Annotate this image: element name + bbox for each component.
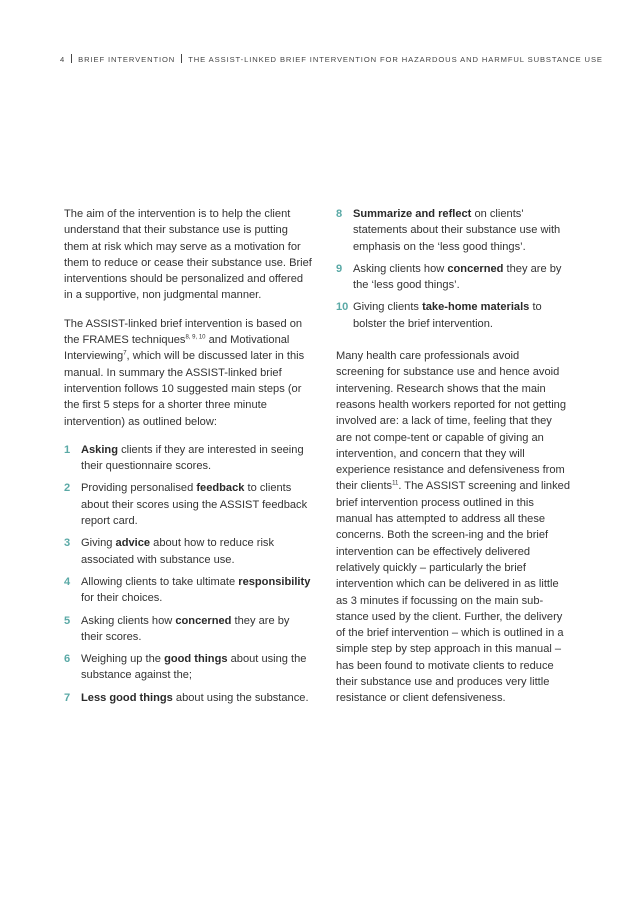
step-number: 1 bbox=[64, 443, 71, 456]
step-item bbox=[64, 480, 314, 529]
step-item bbox=[64, 535, 314, 568]
citation-superscript: 11 bbox=[392, 480, 399, 487]
step-item bbox=[64, 442, 314, 475]
step-keyword: good things bbox=[164, 653, 228, 666]
barriers-paragraph bbox=[336, 348, 570, 707]
step-item bbox=[64, 613, 314, 646]
citation-superscript: 8, 9, 10 bbox=[185, 334, 206, 341]
step-keyword: concerned bbox=[175, 614, 232, 627]
step-keyword: concerned bbox=[447, 262, 504, 275]
step-number: 4 bbox=[64, 575, 71, 588]
step-item bbox=[64, 690, 314, 706]
page-number: 4 bbox=[60, 55, 66, 64]
running-header bbox=[60, 54, 603, 64]
step-item bbox=[336, 206, 570, 255]
step-keyword: advice bbox=[115, 537, 151, 550]
step-text: Giving bbox=[81, 537, 116, 550]
left-column bbox=[64, 206, 314, 712]
step-text: on clients' statements about their substance use with emphasis on the ‘less good things’. bbox=[353, 208, 561, 253]
header-title: THE ASSIST-LINKED BRIEF INTERVENTION FOR HAZARDOUS AND HARMFUL SUBSTANCE USE bbox=[188, 55, 603, 64]
frames-text: , which will be discussed later in this manual. In summary the ASSIST-linked brief intervention follows 10 suggested main steps (or the first 5 steps for a shorter three minute intervention) as outlined below: bbox=[64, 350, 305, 428]
steps-list-part2 bbox=[336, 206, 570, 332]
barriers-text: . The ASSIST screening and linked brief intervention process outlined in this manual has attempted to address all these concerns. Both the screen-ing and the brief intervention can be effectively delivered relatively quickly – particularly the brief intervention which can be delivered in as little as 3 minutes if focussing on the main sub-stance used by the client. Further, the delivery of the brief intervention – which is outlined in a simple step by step approach in this manual – has been found to motivate clients to reduce their substance use and produces very little resistance or client defensiveness. bbox=[336, 480, 570, 705]
step-number: 3 bbox=[64, 537, 71, 550]
step-text: Allowing clients to take ultimate bbox=[81, 575, 239, 588]
step-number: 9 bbox=[336, 262, 343, 275]
step-number: 2 bbox=[64, 482, 71, 495]
step-text: about using the substance. bbox=[172, 691, 309, 704]
steps-list-part1 bbox=[64, 442, 314, 706]
right-column bbox=[336, 206, 570, 719]
header-divider bbox=[181, 54, 182, 63]
step-text: Asking clients how bbox=[81, 614, 176, 627]
step-text: they are by their scores. bbox=[81, 614, 290, 643]
step-keyword: Summarize and reflect bbox=[353, 208, 472, 220]
step-keyword: Asking bbox=[81, 443, 118, 456]
header-divider bbox=[71, 54, 72, 63]
step-text: about using the substance against the; bbox=[81, 653, 307, 682]
step-keyword: take-home materials bbox=[422, 301, 530, 314]
step-number: 6 bbox=[64, 653, 71, 666]
header-section: BRIEF INTERVENTION bbox=[78, 55, 176, 64]
step-text: clients if they are interested in seeing their questionnaire scores. bbox=[81, 443, 304, 473]
barriers-text: Many health care professionals avoid screening for substance use and hence avoid intervening. Research shows that the main reasons health workers reported for not getting involved are: a lack of time, feeling that they are not compe-tent or capable of giving an intervention, and concern that they will experience resistance and defensiveness from their clients bbox=[336, 350, 567, 493]
step-text: about how to reduce risk associated with substance use. bbox=[81, 537, 275, 566]
frames-text: and Motivational Interviewing bbox=[64, 334, 290, 363]
step-text: Weighing up the bbox=[81, 653, 165, 666]
step-number: 5 bbox=[64, 614, 71, 627]
step-number: 10 bbox=[336, 301, 349, 314]
step-text: to bolster the brief intervention. bbox=[353, 301, 542, 330]
step-number: 7 bbox=[64, 691, 71, 704]
step-item bbox=[64, 651, 314, 684]
step-text: Providing personalised bbox=[81, 482, 197, 495]
step-text: for their choices. bbox=[81, 592, 163, 605]
intro-paragraph: The aim of the intervention is to help the client understand that their substance use is putting them at risk which may serve as a motivation for them to reduce or cease their substance use. Brief interventions should be personalized and offered in a supportive, non judgmental manner. bbox=[64, 208, 312, 302]
step-keyword: responsibility bbox=[238, 575, 311, 588]
step-text: Giving clients bbox=[353, 301, 423, 314]
step-keyword: feedback bbox=[196, 482, 245, 495]
step-item bbox=[64, 574, 314, 607]
step-text: Asking clients how bbox=[353, 262, 448, 275]
frames-text: The ASSIST-linked brief intervention is based on the FRAMES techniques bbox=[64, 317, 303, 347]
step-text: to clients about their scores using the ASSIST feedback report card. bbox=[81, 482, 308, 528]
step-text: they are by the ‘less good things’. bbox=[353, 262, 562, 292]
step-number: 8 bbox=[336, 208, 343, 220]
step-item bbox=[336, 299, 570, 332]
frames-paragraph bbox=[64, 316, 314, 430]
citation-superscript: 7 bbox=[123, 350, 127, 357]
step-keyword: Less good things bbox=[81, 691, 173, 704]
step-item bbox=[336, 261, 570, 294]
